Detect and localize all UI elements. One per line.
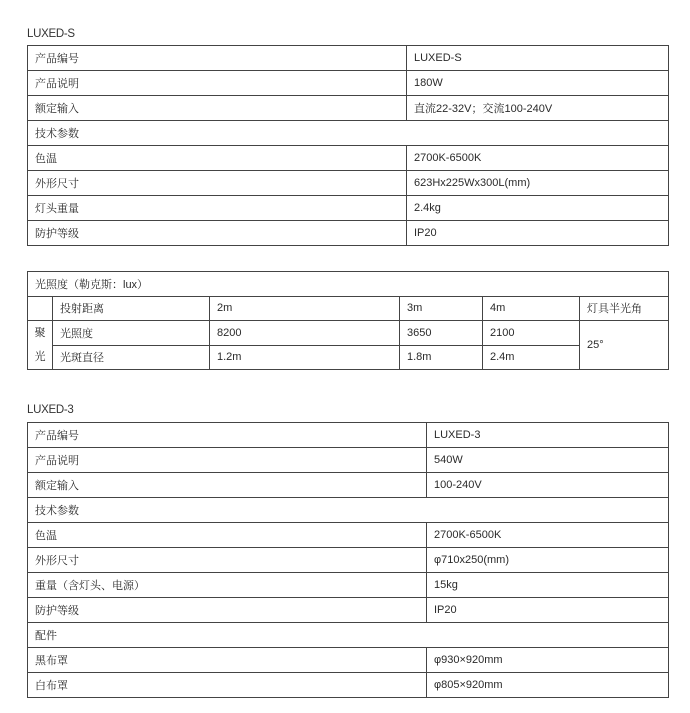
table-row	[28, 221, 669, 246]
spec-label: 产品编号	[28, 423, 427, 448]
spec-value: 540W	[427, 448, 669, 473]
table-section-row	[28, 623, 669, 648]
spec-label: 色温	[28, 146, 407, 171]
table-row	[28, 523, 669, 548]
spec-value: IP20	[427, 598, 669, 623]
half-angle-label: 灯具半光角	[580, 296, 669, 321]
table-row	[28, 473, 669, 498]
table-row	[28, 673, 669, 698]
cell-value: 1.2m	[210, 345, 400, 370]
spec-value: 623Hx225Wx300L(mm)	[407, 171, 669, 196]
distance-4m: 4m	[483, 296, 580, 321]
row-label: 光斑直径	[53, 345, 210, 370]
spec-value: 100-240V	[427, 473, 669, 498]
cell-value: 2100	[483, 321, 580, 346]
spec-value: 2700K-6500K	[407, 146, 669, 171]
spec-label: 白布罩	[28, 673, 427, 698]
table-title-row	[28, 272, 669, 297]
spot-mode-label	[28, 321, 53, 370]
table-row	[28, 573, 669, 598]
table-row	[28, 196, 669, 221]
table-row	[28, 46, 669, 71]
spec-label: 产品编号	[28, 46, 407, 71]
row-label: 光照度	[53, 321, 210, 346]
table-row	[28, 598, 669, 623]
table-row	[28, 345, 669, 370]
table-row	[28, 648, 669, 673]
table-section-row	[28, 121, 669, 146]
distance-label: 投射距离	[53, 296, 210, 321]
half-angle-value: 25°	[580, 321, 669, 370]
table-section-row	[28, 498, 669, 523]
spec-value: φ805×920mm	[427, 673, 669, 698]
illuminance-title: 光照度（勒克斯：lux）	[28, 272, 669, 297]
spec-label: 防护等级	[28, 221, 407, 246]
distance-2m: 2m	[210, 296, 400, 321]
spec-label: 外形尺寸	[28, 548, 427, 573]
spec-value: 2.4kg	[407, 196, 669, 221]
table-row	[28, 71, 669, 96]
empty-cell	[28, 296, 53, 321]
spec-value: φ710x250(mm)	[427, 548, 669, 573]
spec-label: 防护等级	[28, 598, 427, 623]
product-title-luxed-3: LUXED-3	[27, 404, 74, 416]
table-row	[28, 171, 669, 196]
illuminance-table	[27, 271, 669, 370]
distance-3m: 3m	[400, 296, 483, 321]
spec-table-luxed-3	[27, 422, 669, 698]
spec-value: 直流22-32V；交流100-240V	[407, 96, 669, 121]
spec-label: 重量（含灯头、电源）	[28, 573, 427, 598]
table-row	[28, 321, 669, 346]
spot-mode-char: 光	[34, 351, 46, 363]
table-row	[28, 96, 669, 121]
spec-value: 180W	[407, 71, 669, 96]
cell-value: 2.4m	[483, 345, 580, 370]
spec-table-luxed-s	[27, 45, 669, 246]
spec-label: 外形尺寸	[28, 171, 407, 196]
section-header: 技术参数	[28, 498, 669, 523]
spec-label: 额定输入	[28, 473, 427, 498]
table-row	[28, 548, 669, 573]
spec-value: φ930×920mm	[427, 648, 669, 673]
table-row	[28, 423, 669, 448]
cell-value: 3650	[400, 321, 483, 346]
spec-label: 黑布罩	[28, 648, 427, 673]
table-row	[28, 448, 669, 473]
table-header-row	[28, 296, 669, 321]
section-header: 配件	[28, 623, 669, 648]
spec-label: 额定输入	[28, 96, 407, 121]
spec-label: 产品说明	[28, 448, 427, 473]
product-title-luxed-s: LUXED-S	[27, 28, 75, 40]
spec-label: 灯头重量	[28, 196, 407, 221]
spec-value: IP20	[407, 221, 669, 246]
spec-label: 产品说明	[28, 71, 407, 96]
spec-value: 15kg	[427, 573, 669, 598]
section-header: 技术参数	[28, 121, 669, 146]
spot-mode-char: 聚	[34, 327, 46, 339]
cell-value: 1.8m	[400, 345, 483, 370]
spec-value: 2700K-6500K	[427, 523, 669, 548]
spec-label: 色温	[28, 523, 427, 548]
spec-value: LUXED-3	[427, 423, 669, 448]
spec-value: LUXED-S	[407, 46, 669, 71]
cell-value: 8200	[210, 321, 400, 346]
table-row	[28, 146, 669, 171]
